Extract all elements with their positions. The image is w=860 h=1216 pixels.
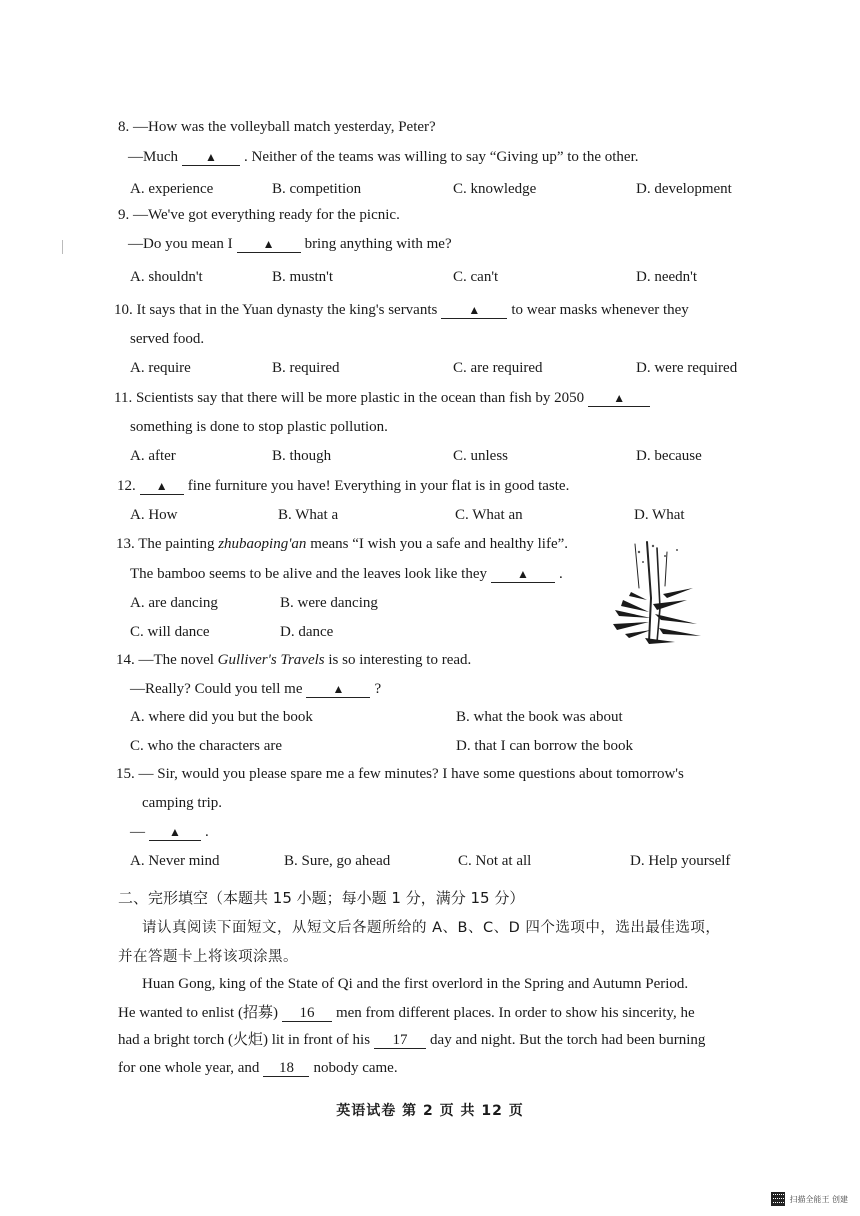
answer-blank: ▲: [588, 390, 650, 407]
question-10-option-d: D. were required: [636, 360, 738, 376]
question-15-stem-line2: camping trip.: [142, 795, 222, 811]
question-9-option-c: C. can't: [453, 269, 499, 285]
question-12-option-a: A. How: [130, 507, 178, 523]
question-13-option-a: A. are dancing: [130, 595, 218, 611]
answer-blank: ▲: [306, 681, 370, 698]
section-heading: 二、完形填空（本题共 15 小题；每小题 1 分，满分 15 分）: [118, 889, 525, 907]
question-11-option-c: C. unless: [453, 448, 509, 464]
question-10-stem: 10. It says that in the Yuan dynasty the king's servants ▲ to wear masks whenever they: [114, 302, 689, 318]
question-9-reply: —Do you mean I ▲ bring anything with me?: [128, 236, 452, 252]
question-14-option-c: C. who the characters are: [130, 738, 283, 754]
stamp-label: 扫描全能王 创建: [789, 1194, 848, 1204]
question-14-reply: —Really? Could you tell me ▲ ?: [130, 681, 382, 697]
question-12-option-c: C. What an: [455, 507, 523, 523]
question-13-option-b: B. were dancing: [280, 595, 378, 611]
answer-blank: ▲: [140, 478, 184, 495]
question-9-option-b: B. mustn't: [272, 269, 334, 285]
passage-line-1: Huan Gong, king of the State of Qi and the first overlord in the Spring and Autumn Period.: [142, 976, 689, 992]
question-8-stem: 8. —How was the volleyball match yesterday, Peter?: [118, 119, 436, 135]
question-9-stem: 9. —We've got everything ready for the picnic.: [118, 207, 400, 223]
question-8-option-b: B. competition: [272, 181, 362, 197]
passage-line-4: for one whole year, and 18 nobody came.: [118, 1060, 398, 1076]
question-15-reply: — ▲ .: [130, 824, 209, 840]
answer-blank: ▲: [182, 149, 240, 166]
question-14-option-d: D. that I can borrow the book: [456, 738, 634, 754]
answer-blank: ▲: [237, 236, 301, 253]
question-15-stem: 15. — Sir, would you please spare me a few minutes? I have some questions about tomorrow's: [116, 766, 684, 782]
question-13-stem-line2: The bamboo seems to be alive and the leaves look like they ▲ .: [130, 566, 563, 582]
question-14-stem: 14. —The novel Gulliver's Travels is so interesting to read.: [116, 652, 472, 668]
question-11-option-b: B. though: [272, 448, 332, 464]
passage-line-2: He wanted to enlist (招募) 16 men from different places. In order to show his sincerity, he: [118, 1005, 695, 1021]
question-15-option-a: A. Never mind: [130, 853, 220, 869]
question-15-option-c: C. Not at all: [458, 853, 532, 869]
passage-line-3: had a bright torch (火炬) lit in front of his 17 day and night. But the torch had been burning: [118, 1032, 706, 1048]
question-8-option-a: A. experience: [130, 181, 214, 197]
answer-blank: ▲: [491, 566, 555, 583]
question-9-option-a: A. shouldn't: [130, 269, 203, 285]
question-12-option-b: B. What a: [278, 507, 339, 523]
question-10-option-b: B. required: [272, 360, 340, 376]
question-8-option-d: D. development: [636, 181, 732, 197]
scanner-stamp: [771, 1192, 848, 1206]
page-footer: 英语试卷 第 2 页 共 12 页: [336, 1103, 524, 1119]
question-11-option-a: A. after: [130, 448, 176, 464]
cloze-blank-17: 17: [374, 1032, 426, 1049]
question-10-option-c: C. are required: [453, 360, 543, 376]
section-instruction-line2: 并在答题卡上将该项涂黑。: [118, 949, 298, 965]
margin-mark: [62, 240, 63, 254]
question-11-stem: 11. Scientists say that there will be more plastic in the ocean than fish by 2050 ▲: [114, 388, 654, 408]
question-11-stem-line2: something is done to stop plastic pollution.: [130, 419, 388, 435]
question-8-option-c: C. knowledge: [453, 181, 537, 197]
question-8-reply: —Much ▲ . Neither of the teams was willing to say “Giving up” to the other.: [128, 149, 639, 165]
question-11-option-d: D. because: [636, 448, 702, 464]
question-14-option-a: A. where did you but the book: [130, 709, 313, 725]
question-13-stem: 13. The painting zhubaoping'an means “I wish you a safe and healthy life”.: [116, 536, 569, 552]
cloze-blank-18: 18: [263, 1060, 309, 1077]
question-10-stem-line2: served food.: [130, 331, 205, 347]
question-12-stem: 12. ▲ fine furniture you have! Everything in your flat is in good taste.: [117, 478, 570, 494]
question-14-option-b: B. what the book was about: [456, 709, 623, 725]
question-15-option-d: D. Help yourself: [630, 853, 731, 869]
cloze-blank-16: 16: [282, 1005, 332, 1022]
bamboo-painting-image: [605, 538, 710, 648]
answer-blank: ▲: [441, 302, 507, 319]
question-9-option-d: D. needn't: [636, 269, 698, 285]
question-13-option-d: D. dance: [280, 624, 334, 640]
question-12-option-d: D. What: [634, 507, 685, 523]
qr-code-icon: [771, 1192, 785, 1206]
question-13-option-c: C. will dance: [130, 624, 210, 640]
answer-blank: ▲: [149, 824, 201, 841]
section-instruction-line1: 请认真阅读下面短文，从短文后各题所给的 A、B、C、D 四个选项中，选出最佳选项，: [142, 920, 721, 936]
question-15-option-b: B. Sure, go ahead: [284, 853, 391, 869]
question-10-option-a: A. require: [130, 360, 191, 376]
